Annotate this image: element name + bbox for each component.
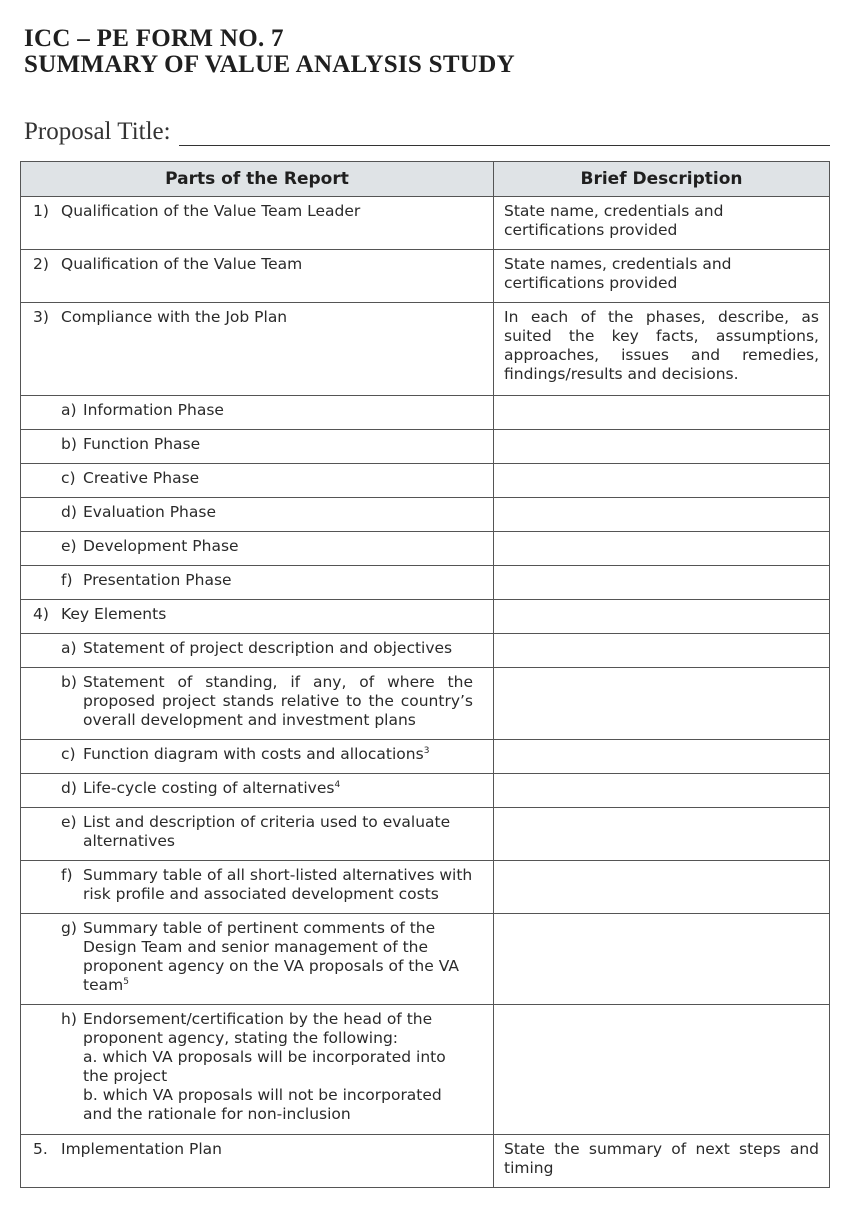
description-cell[interactable] bbox=[494, 430, 830, 464]
table-row bbox=[21, 914, 830, 1005]
table-row bbox=[21, 740, 830, 774]
description-cell[interactable] bbox=[494, 1005, 830, 1135]
item-letter: b) bbox=[61, 673, 77, 691]
part-text: Statement of standing, if any, of where the proposed project stands relative to the country’s overall development and investment plans bbox=[83, 673, 473, 729]
description-cell[interactable] bbox=[494, 634, 830, 668]
part-text: Summary table of all short-listed alternatives with risk profile and associated development costs bbox=[83, 866, 473, 903]
part-cell bbox=[21, 197, 494, 250]
description-cell[interactable] bbox=[494, 861, 830, 914]
part-text: Qualification of the Value Team Leader bbox=[61, 202, 361, 220]
item-letter: f) bbox=[61, 571, 73, 589]
part-cell bbox=[21, 740, 494, 774]
description-cell[interactable] bbox=[494, 740, 830, 774]
part-text: Function diagram with costs and allocations bbox=[83, 745, 424, 763]
item-letter: g) bbox=[61, 919, 77, 937]
item-letter: a) bbox=[61, 639, 77, 657]
description-cell[interactable] bbox=[494, 532, 830, 566]
proposal-title-label: Proposal Title: bbox=[24, 118, 171, 145]
item-number: 1) bbox=[33, 202, 49, 220]
sub-item-b: b. which VA proposals will not be incorporated and the rationale for non-inclusion bbox=[83, 1086, 442, 1123]
table-row bbox=[21, 1005, 830, 1135]
description-cell[interactable]: State the summary of next steps and timing bbox=[494, 1135, 830, 1188]
part-text: Implementation Plan bbox=[61, 1140, 222, 1158]
part-cell bbox=[21, 498, 494, 532]
table-row bbox=[21, 303, 830, 396]
item-letter: e) bbox=[61, 537, 77, 555]
form-title: SUMMARY OF VALUE ANALYSIS STUDY bbox=[24, 51, 515, 78]
part-cell bbox=[21, 464, 494, 498]
part-text: Development Phase bbox=[83, 537, 239, 555]
report-table bbox=[20, 161, 830, 1188]
part-cell bbox=[21, 303, 494, 396]
footnote-marker: 3 bbox=[423, 745, 430, 756]
item-letter: c) bbox=[61, 745, 76, 763]
header-parts: Parts of the Report bbox=[21, 162, 494, 197]
item-letter: d) bbox=[61, 779, 77, 797]
part-cell bbox=[21, 914, 494, 1005]
description-cell[interactable] bbox=[494, 808, 830, 861]
description-cell[interactable] bbox=[494, 396, 830, 430]
part-text: Compliance with the Job Plan bbox=[61, 308, 288, 326]
item-letter: a) bbox=[61, 401, 77, 419]
form-number: ICC – PE FORM NO. 7 bbox=[24, 25, 284, 52]
part-cell bbox=[21, 1135, 494, 1188]
item-number: 5. bbox=[33, 1140, 48, 1158]
part-text bbox=[83, 919, 473, 995]
description-cell[interactable] bbox=[494, 498, 830, 532]
description-cell[interactable] bbox=[494, 600, 830, 634]
part-text: Life-cycle costing of alternatives bbox=[83, 779, 335, 797]
item-number: 3) bbox=[33, 308, 49, 326]
footnote-marker: 5 bbox=[123, 976, 129, 987]
table-row bbox=[21, 464, 830, 498]
part-text bbox=[83, 1010, 473, 1124]
description-cell[interactable] bbox=[494, 668, 830, 740]
description-cell[interactable]: State names, credentials and certifications provided bbox=[494, 250, 830, 303]
part-text: Creative Phase bbox=[83, 469, 200, 487]
footnote-marker: 4 bbox=[334, 779, 341, 790]
part-cell bbox=[21, 532, 494, 566]
part-cell bbox=[21, 430, 494, 464]
item-number: 4) bbox=[33, 605, 49, 623]
item-letter: h) bbox=[61, 1010, 77, 1028]
table-row bbox=[21, 250, 830, 303]
part-cell bbox=[21, 861, 494, 914]
table-row bbox=[21, 197, 830, 250]
table-row bbox=[21, 600, 830, 634]
item-letter: c) bbox=[61, 469, 76, 487]
form-header bbox=[24, 26, 515, 78]
description-cell[interactable] bbox=[494, 774, 830, 808]
item-letter: b) bbox=[61, 435, 77, 453]
part-text: Function Phase bbox=[83, 435, 201, 453]
item-letter: e) bbox=[61, 813, 77, 831]
table-row bbox=[21, 532, 830, 566]
description-cell[interactable]: State name, credentials and certifications provided bbox=[494, 197, 830, 250]
table-row bbox=[21, 634, 830, 668]
sub-item-a: a. which VA proposals will be incorporated into the project bbox=[83, 1048, 446, 1085]
table-row bbox=[21, 566, 830, 600]
part-cell bbox=[21, 774, 494, 808]
description-cell[interactable] bbox=[494, 914, 830, 1005]
description-cell[interactable]: In each of the phases, describe, as suited the key facts, assumptions, approaches, issues and remedies, findings/results and decisions. bbox=[494, 303, 830, 396]
table-row bbox=[21, 861, 830, 914]
part-cell bbox=[21, 250, 494, 303]
part-text: List and description of criteria used to evaluate alternatives bbox=[83, 813, 451, 850]
part-cell bbox=[21, 634, 494, 668]
table-row bbox=[21, 430, 830, 464]
part-text: Information Phase bbox=[83, 401, 224, 419]
table-row bbox=[21, 808, 830, 861]
table-header-row bbox=[21, 162, 830, 197]
table-row bbox=[21, 668, 830, 740]
part-text: Qualification of the Value Team bbox=[61, 255, 303, 273]
table-row bbox=[21, 1135, 830, 1188]
description-cell[interactable] bbox=[494, 464, 830, 498]
part-cell bbox=[21, 1005, 494, 1135]
proposal-title-field[interactable] bbox=[179, 123, 830, 146]
proposal-title-row bbox=[24, 118, 830, 146]
part-cell bbox=[21, 668, 494, 740]
item-number: 2) bbox=[33, 255, 49, 273]
part-text-body: Endorsement/certification by the head of the proponent agency, stating the following: bbox=[83, 1010, 433, 1047]
part-text-body: Summary table of pertinent comments of the Design Team and senior management of the proponent agency on the VA proposals of the VA team bbox=[83, 919, 459, 994]
description-cell[interactable] bbox=[494, 566, 830, 600]
header-description: Brief Description bbox=[494, 162, 830, 197]
item-letter: d) bbox=[61, 503, 77, 521]
part-text: Key Elements bbox=[61, 605, 167, 623]
part-cell bbox=[21, 600, 494, 634]
item-letter: f) bbox=[61, 866, 73, 884]
part-cell bbox=[21, 566, 494, 600]
part-text: Statement of project description and objectives bbox=[83, 639, 453, 657]
part-cell bbox=[21, 396, 494, 430]
table-row bbox=[21, 396, 830, 430]
table-row bbox=[21, 498, 830, 532]
table-row bbox=[21, 774, 830, 808]
part-text: Evaluation Phase bbox=[83, 503, 216, 521]
part-cell bbox=[21, 808, 494, 861]
part-text: Presentation Phase bbox=[83, 571, 232, 589]
